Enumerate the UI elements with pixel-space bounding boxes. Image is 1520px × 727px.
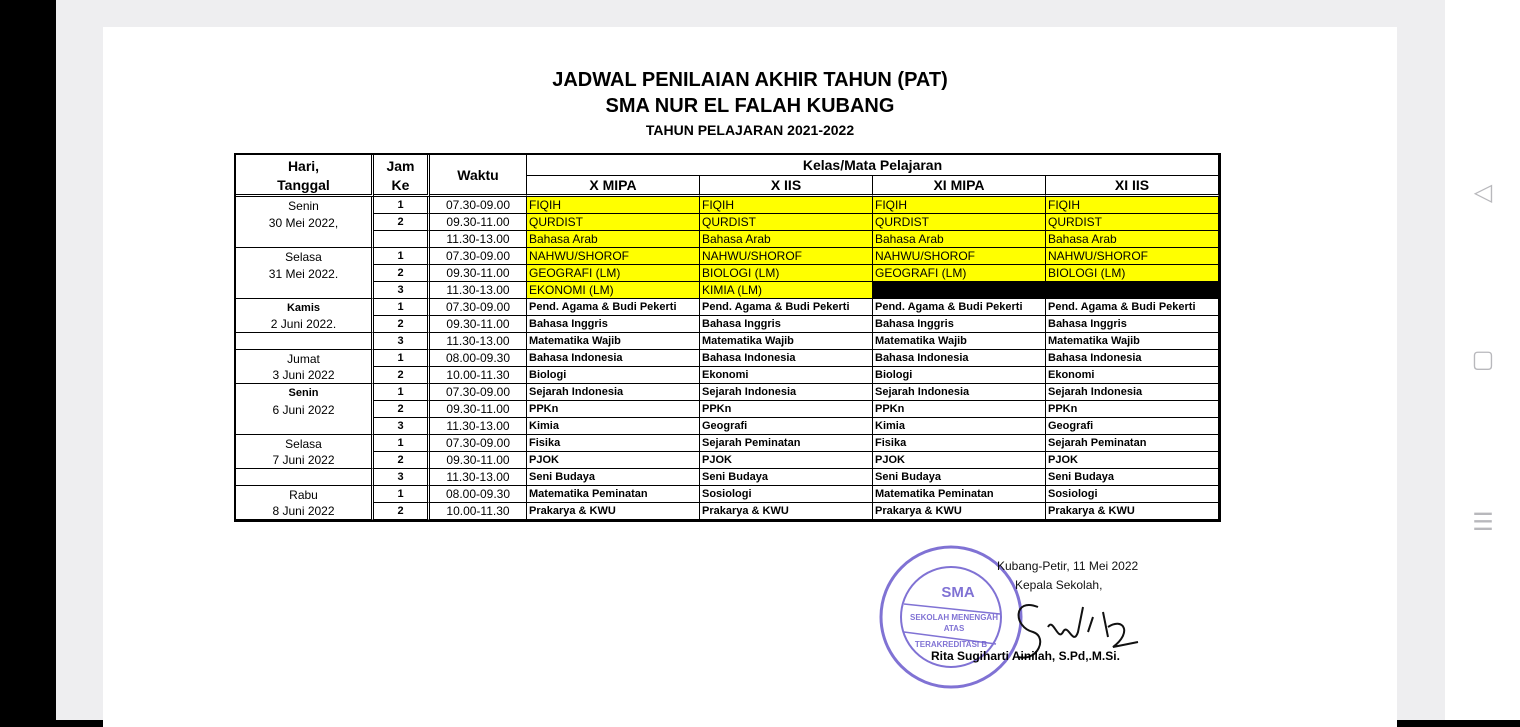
day-cell: 6 Juni 2022 [236, 401, 374, 418]
day-cell: Kamis [236, 299, 374, 316]
subject-cell: Fisika [873, 435, 1046, 452]
subject-cell: Sejarah Indonesia [873, 384, 1046, 401]
subject-cell: NAHWU/SHOROF [527, 248, 700, 265]
time-cell: 11.30-13.00 [430, 418, 527, 435]
day-cell [236, 282, 374, 299]
header-day-2: Tanggal [236, 176, 374, 197]
subject-cell: NAHWU/SHOROF [873, 248, 1046, 265]
subject-cell: QURDIST [700, 214, 873, 231]
jam-cell [374, 231, 430, 248]
day-cell: Jumat [236, 350, 374, 367]
table-row [236, 418, 1219, 435]
time-cell: 11.30-13.00 [430, 469, 527, 486]
subject-cell: KIMIA (LM) [700, 282, 873, 299]
subject-cell: Seni Budaya [1046, 469, 1219, 486]
subject-cell: Pend. Agama & Budi Pekerti [1046, 299, 1219, 316]
table-row [236, 231, 1219, 248]
table-row [236, 486, 1219, 503]
table-row [236, 248, 1219, 265]
time-cell: 07.30-09.00 [430, 248, 527, 265]
svg-text:SEKOLAH MENENGAH: SEKOLAH MENENGAH [909, 613, 999, 622]
header-class: XI IIS [1046, 176, 1219, 197]
table-row [236, 435, 1219, 452]
subject-cell: Sosiologi [700, 486, 873, 503]
day-cell [236, 418, 374, 435]
subject-cell: Bahasa Arab [527, 231, 700, 248]
navigation-bar [1445, 0, 1520, 720]
table-row [236, 316, 1219, 333]
header-class: X IIS [700, 176, 873, 197]
subject-cell: Bahasa Indonesia [700, 350, 873, 367]
day-cell: 7 Juni 2022 [236, 452, 374, 469]
signer-name: Rita Sugiharti Ainilah, S.Pd,.M.Si. [931, 649, 1120, 663]
header-waktu: Waktu [430, 155, 527, 197]
subject-cell: Ekonomi [700, 367, 873, 384]
jam-cell: 1 [374, 248, 430, 265]
header-jam-2: Ke [374, 176, 430, 197]
time-cell: 10.00-11.30 [430, 503, 527, 520]
subject-cell: GEOGRAFI (LM) [873, 265, 1046, 282]
day-cell: 8 Juni 2022 [236, 503, 374, 520]
jam-cell: 2 [374, 214, 430, 231]
subject-cell: PPKn [527, 401, 700, 418]
svg-text:ATAS: ATAS [943, 624, 965, 633]
jam-cell: 2 [374, 265, 430, 282]
subject-cell [1046, 282, 1219, 299]
subject-cell: Geografi [1046, 418, 1219, 435]
day-cell: 2 Juni 2022. [236, 316, 374, 333]
table-row [236, 265, 1219, 282]
time-cell: 09.30-11.00 [430, 265, 527, 282]
table-row [236, 384, 1219, 401]
jam-cell: 2 [374, 316, 430, 333]
subject-cell: Sejarah Indonesia [527, 384, 700, 401]
subject-cell: Biologi [527, 367, 700, 384]
jam-cell: 2 [374, 452, 430, 469]
subject-cell: Fisika [527, 435, 700, 452]
subject-cell: Pend. Agama & Budi Pekerti [873, 299, 1046, 316]
svg-text:TERAKREDITASI B: TERAKREDITASI B [914, 640, 988, 649]
header-jam: Jam [374, 155, 430, 176]
title-line-2: SMA NUR EL FALAH KUBANG [605, 95, 895, 117]
subject-cell: Bahasa Inggris [700, 316, 873, 333]
header-group: Kelas/Mata Pelajaran [527, 155, 1219, 176]
subject-cell: Prakarya & KWU [700, 503, 873, 520]
subject-cell: PJOK [527, 452, 700, 469]
header-class: X MIPA [527, 176, 700, 197]
subject-cell: Matematika Wajib [873, 333, 1046, 350]
jam-cell: 1 [374, 435, 430, 452]
subject-cell: QURDIST [873, 214, 1046, 231]
subject-cell: QURDIST [527, 214, 700, 231]
title-line-3: TAHUN PELAJARAN 2021-2022 [645, 122, 855, 138]
subject-cell: Matematika Wajib [700, 333, 873, 350]
jam-cell: 1 [374, 350, 430, 367]
subject-cell: Matematika Peminatan [527, 486, 700, 503]
document-page [103, 27, 1397, 727]
table-row [236, 214, 1219, 231]
subject-cell: PJOK [1046, 452, 1219, 469]
home-icon[interactable]: ▢ [1471, 346, 1495, 373]
day-cell: Selasa [236, 248, 374, 265]
table-row [236, 282, 1219, 299]
svg-text:SMA: SMA [941, 584, 975, 601]
jam-cell: 2 [374, 503, 430, 520]
table-row [236, 350, 1219, 367]
subject-cell: Bahasa Inggris [873, 316, 1046, 333]
subject-cell: PPKn [1046, 401, 1219, 418]
subject-cell: PPKn [873, 401, 1046, 418]
subject-cell: Seni Budaya [700, 469, 873, 486]
subject-cell: Bahasa Inggris [527, 316, 700, 333]
day-cell [236, 231, 374, 248]
subject-cell: Biologi [873, 367, 1046, 384]
table-row [236, 401, 1219, 418]
table-row [236, 197, 1219, 214]
subject-cell: Bahasa Indonesia [527, 350, 700, 367]
place-date: Kubang-Petir, 11 Mei 2022 [997, 559, 1139, 573]
subject-cell: Prakarya & KWU [527, 503, 700, 520]
subject-cell: GEOGRAFI (LM) [527, 265, 700, 282]
jam-cell: 3 [374, 333, 430, 350]
signer-role: Kepala Sekolah, [1015, 578, 1103, 592]
subject-cell: PPKn [700, 401, 873, 418]
day-cell: 3 Juni 2022 [236, 367, 374, 384]
jam-cell: 3 [374, 469, 430, 486]
subject-cell: Bahasa Arab [700, 231, 873, 248]
time-cell: 09.30-11.00 [430, 401, 527, 418]
subject-cell: Sosiologi [1046, 486, 1219, 503]
subject-cell: Sejarah Indonesia [1046, 384, 1219, 401]
header-class: XI MIPA [873, 176, 1046, 197]
schedule-table [234, 153, 1221, 522]
day-cell: 30 Mei 2022, [236, 214, 374, 231]
day-cell [236, 333, 374, 350]
subject-cell: Seni Budaya [873, 469, 1046, 486]
subject-cell: Sejarah Indonesia [700, 384, 873, 401]
jam-cell: 3 [374, 282, 430, 299]
subject-cell: Bahasa Indonesia [873, 350, 1046, 367]
day-cell: 31 Mei 2022. [236, 265, 374, 282]
subject-cell: Bahasa Arab [1046, 231, 1219, 248]
day-cell [236, 469, 374, 486]
subject-cell: FIQIH [527, 197, 700, 214]
subject-cell: Ekonomi [1046, 367, 1219, 384]
subject-cell: Pend. Agama & Budi Pekerti [527, 299, 700, 316]
subject-cell: PJOK [873, 452, 1046, 469]
subject-cell: NAHWU/SHOROF [700, 248, 873, 265]
day-cell: Senin [236, 197, 374, 214]
time-cell: 07.30-09.00 [430, 384, 527, 401]
time-cell: 09.30-11.00 [430, 452, 527, 469]
subject-cell: Bahasa Indonesia [1046, 350, 1219, 367]
time-cell: 08.00-09.30 [430, 486, 527, 503]
subject-cell: Matematika Wajib [527, 333, 700, 350]
jam-cell: 3 [374, 418, 430, 435]
day-cell: Senin [236, 384, 374, 401]
subject-cell: Matematika Wajib [1046, 333, 1219, 350]
subject-cell: FIQIH [1046, 197, 1219, 214]
subject-cell: EKONOMI (LM) [527, 282, 700, 299]
recents-icon[interactable]: ☰ [1472, 509, 1494, 536]
table-row [236, 299, 1219, 316]
time-cell: 07.30-09.00 [430, 299, 527, 316]
jam-cell: 1 [374, 486, 430, 503]
jam-cell: 1 [374, 197, 430, 214]
table-row [236, 452, 1219, 469]
jam-cell: 1 [374, 299, 430, 316]
subject-cell: Prakarya & KWU [873, 503, 1046, 520]
subject-cell: Sejarah Peminatan [700, 435, 873, 452]
jam-cell: 1 [374, 384, 430, 401]
header-day: Hari, [236, 155, 374, 176]
table-row [236, 469, 1219, 486]
subject-cell: FIQIH [873, 197, 1046, 214]
table-row [236, 367, 1219, 384]
table-row [236, 503, 1219, 520]
subject-cell: Kimia [873, 418, 1046, 435]
subject-cell: FIQIH [700, 197, 873, 214]
subject-cell: Pend. Agama & Budi Pekerti [700, 299, 873, 316]
subject-cell: BIOLOGI (LM) [700, 265, 873, 282]
time-cell: 11.30-13.00 [430, 282, 527, 299]
subject-cell: BIOLOGI (LM) [1046, 265, 1219, 282]
time-cell: 11.30-13.00 [430, 231, 527, 248]
jam-cell: 2 [374, 401, 430, 418]
time-cell: 09.30-11.00 [430, 316, 527, 333]
subject-cell: Seni Budaya [527, 469, 700, 486]
subject-cell [873, 282, 1046, 299]
time-cell: 07.30-09.00 [430, 197, 527, 214]
table-row [236, 333, 1219, 350]
subject-cell: Kimia [527, 418, 700, 435]
time-cell: 07.30-09.00 [430, 435, 527, 452]
jam-cell: 2 [374, 367, 430, 384]
document-viewer [56, 0, 1445, 720]
subject-cell: PJOK [700, 452, 873, 469]
back-icon[interactable]: ◁ [1473, 179, 1493, 206]
time-cell: 10.00-11.30 [430, 367, 527, 384]
subject-cell: Geografi [700, 418, 873, 435]
subject-cell: NAHWU/SHOROF [1046, 248, 1219, 265]
subject-cell: Sejarah Peminatan [1046, 435, 1219, 452]
day-cell: Rabu [236, 486, 374, 503]
day-cell: Selasa [236, 435, 374, 452]
title-line-1: JADWAL PENILAIAN AKHIR TAHUN (PAT) [552, 69, 948, 91]
subject-cell: Bahasa Arab [873, 231, 1046, 248]
time-cell: 11.30-13.00 [430, 333, 527, 350]
subject-cell: QURDIST [1046, 214, 1219, 231]
subject-cell: Bahasa Inggris [1046, 316, 1219, 333]
subject-cell: Matematika Peminatan [873, 486, 1046, 503]
subject-cell: Prakarya & KWU [1046, 503, 1219, 520]
time-cell: 09.30-11.00 [430, 214, 527, 231]
time-cell: 08.00-09.30 [430, 350, 527, 367]
